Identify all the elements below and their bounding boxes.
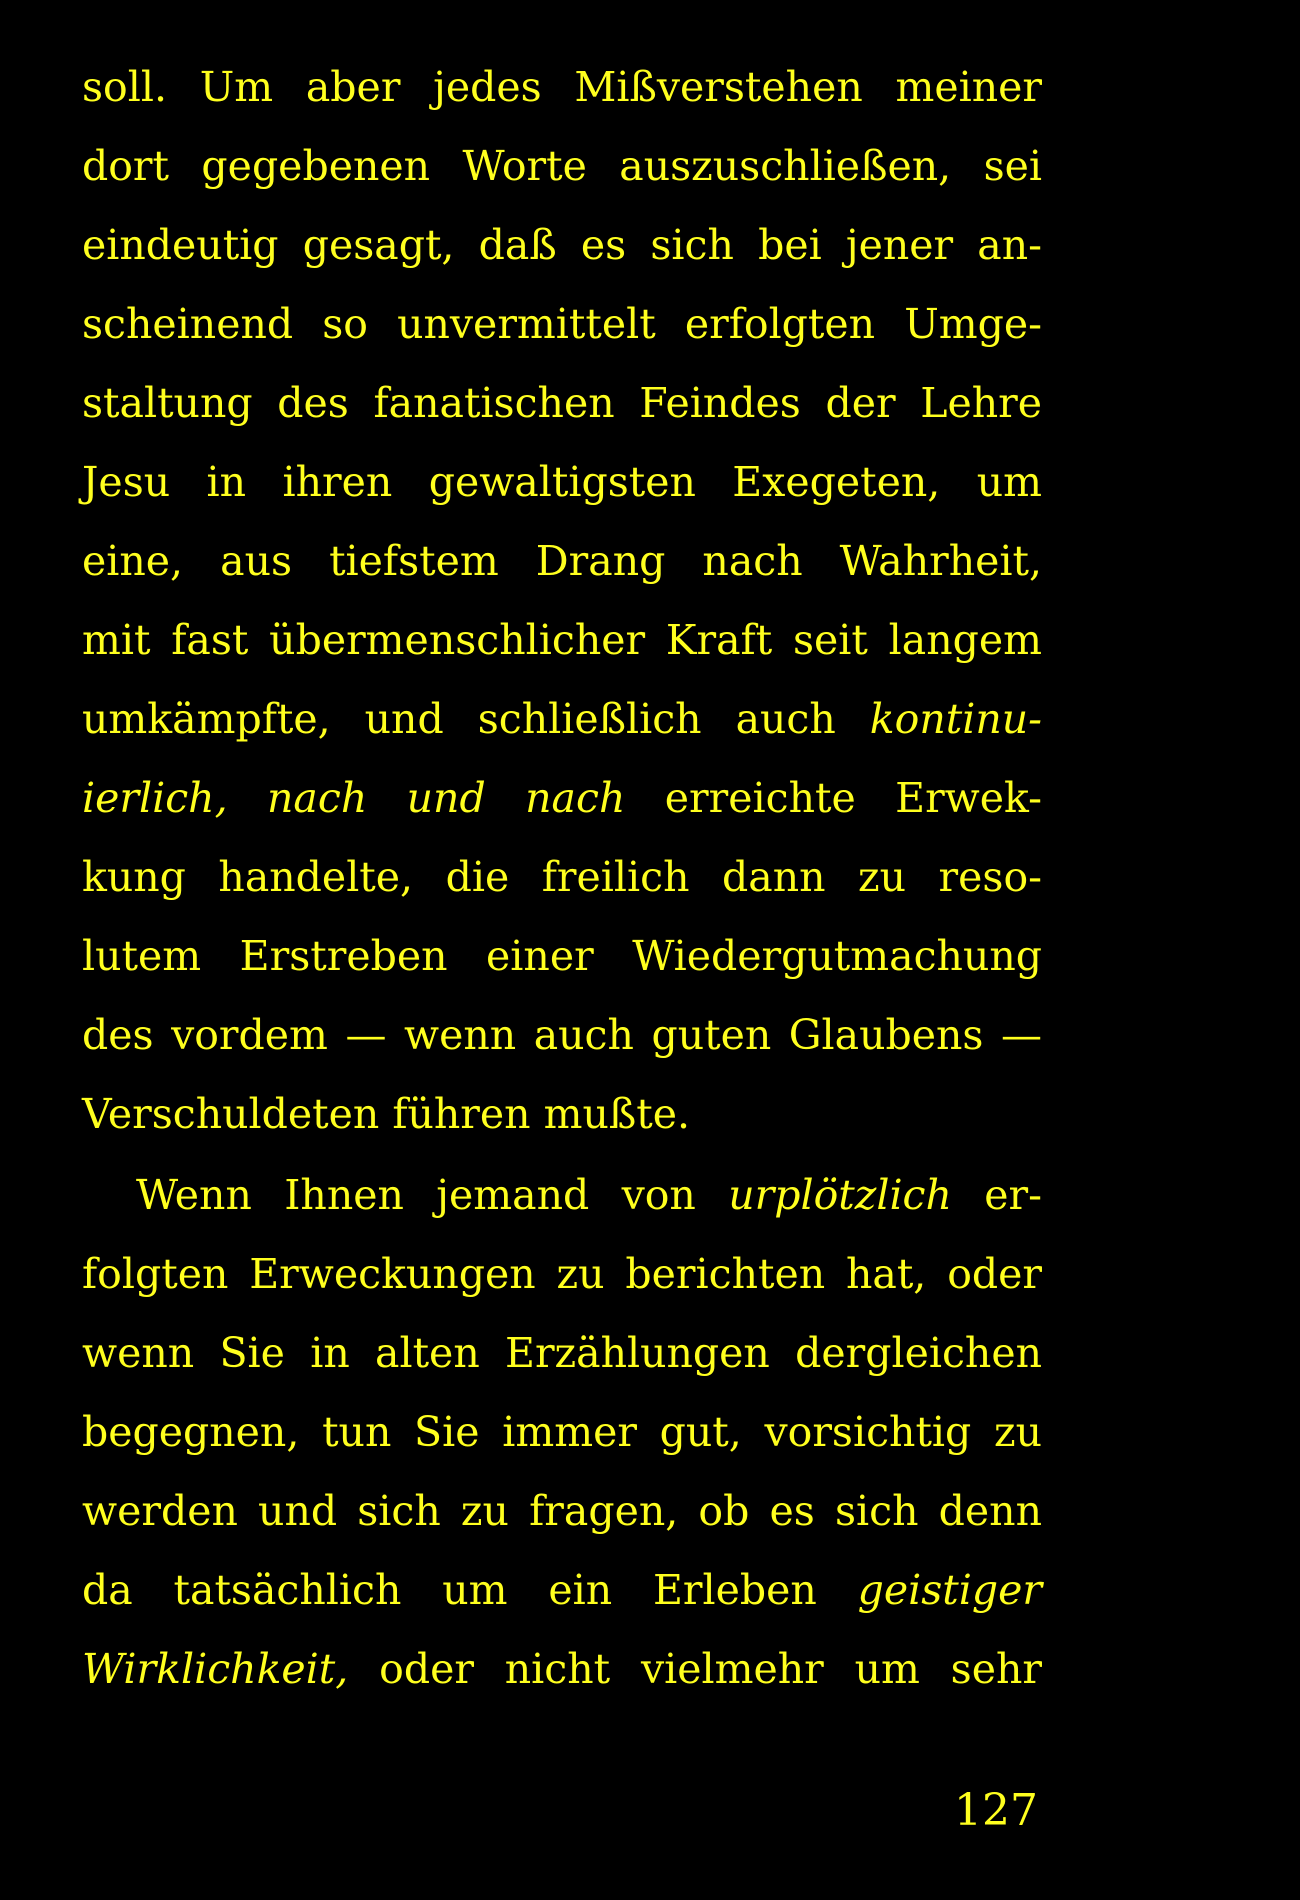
text-segment: eindeutig gesagt, daß es sich bei jener an-	[82, 221, 1042, 269]
italic-text-segment: urplötzlich	[728, 1171, 952, 1219]
text-line	[82, 1075, 1042, 1154]
text-line	[82, 1314, 1042, 1393]
text-segment: Wenn Ihnen jemand von	[136, 1171, 729, 1219]
text-segment: scheinend so unvermittelt erfolgten Umge-	[82, 300, 1042, 348]
text-line	[82, 759, 1042, 838]
text-segment: eine, aus tiefstem Drang nach Wahrheit,	[82, 537, 1042, 585]
paragraph-2	[82, 1156, 1042, 1709]
text-line	[82, 1551, 1042, 1630]
text-segment: Verschuldeten führen mußte.	[82, 1090, 691, 1138]
body-text	[82, 48, 1042, 1709]
text-segment: begegnen, tun Sie immer gut, vorsichtig zu	[82, 1408, 1042, 1456]
text-line	[82, 285, 1042, 364]
text-line	[82, 996, 1042, 1075]
paragraph-1	[82, 48, 1042, 1154]
text-segment: staltung des fanatischen Feindes der Lehre	[82, 379, 1042, 427]
text-segment: er-	[951, 1171, 1042, 1219]
text-line	[82, 601, 1042, 680]
text-segment: soll. Um aber jedes Mißverstehen meiner	[82, 63, 1042, 111]
text-segment: Jesu in ihren gewaltigsten Exegeten, um	[82, 458, 1042, 506]
text-line	[82, 206, 1042, 285]
italic-text-segment: Wirklichkeit,	[82, 1645, 349, 1693]
text-segment: lutem Erstreben einer Wiedergutmachung	[82, 932, 1042, 980]
text-line	[82, 443, 1042, 522]
text-segment: oder nicht vielmehr um sehr	[348, 1645, 1042, 1693]
text-line	[82, 1393, 1042, 1472]
text-segment: des vordem — wenn auch guten Glaubens —	[82, 1011, 1042, 1059]
text-line	[82, 1630, 1042, 1709]
text-line	[82, 680, 1042, 759]
text-segment: kung handelte, die freilich dann zu reso-	[82, 853, 1042, 901]
text-segment: wenn Sie in alten Erzählungen dergleichen	[82, 1329, 1042, 1377]
text-line	[82, 838, 1042, 917]
text-line	[82, 48, 1042, 127]
text-line	[82, 364, 1042, 443]
italic-text-segment: kontinu-	[869, 695, 1042, 743]
text-line	[82, 1235, 1042, 1314]
text-line	[82, 1156, 1042, 1235]
text-line	[82, 127, 1042, 206]
italic-text-segment: geistiger	[857, 1566, 1042, 1614]
page-number: 127	[954, 1785, 1038, 1836]
text-segment: umkämpfte, und schließlich auch	[82, 695, 870, 743]
text-segment: erreichte Erwek-	[625, 774, 1043, 822]
text-line	[82, 522, 1042, 601]
text-segment: werden und sich zu fragen, ob es sich denn	[82, 1487, 1042, 1535]
text-segment: mit fast übermenschlicher Kraft seit langem	[82, 616, 1042, 664]
text-segment: da tatsächlich um ein Erleben	[82, 1566, 858, 1614]
text-line	[82, 917, 1042, 996]
italic-text-segment: ierlich, nach und nach	[82, 774, 626, 822]
text-line	[82, 1472, 1042, 1551]
text-segment: dort gegebenen Worte auszuschließen, sei	[82, 142, 1042, 190]
text-segment: folgten Erweckungen zu berichten hat, oder	[82, 1250, 1042, 1298]
